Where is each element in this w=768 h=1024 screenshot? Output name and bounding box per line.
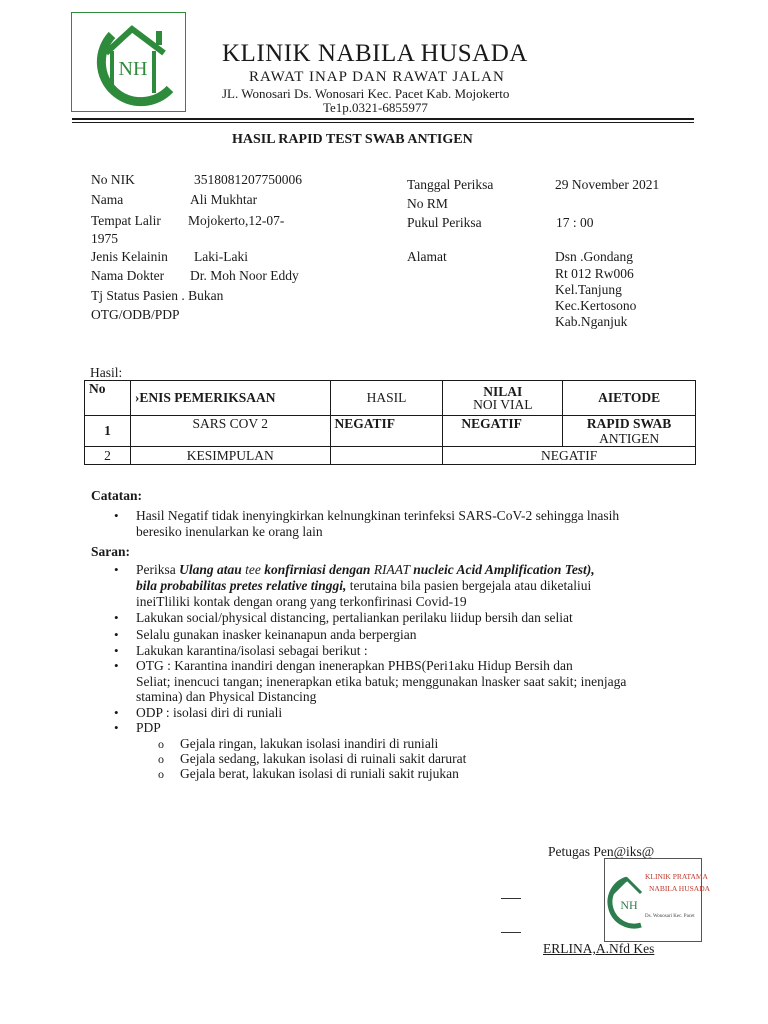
saran-item-5-line2: Seliat; inencuci tangan; inenerapkan etika batuk; menggunakan lnasker saat sakit; inenjaga <box>136 674 627 689</box>
saran-item-1 <box>136 562 595 578</box>
header-rule-thick <box>72 118 694 120</box>
petugas-name: ERLINA,A.Nfd Kes <box>543 941 655 956</box>
ttl-value-year: 1975 <box>91 231 118 246</box>
row2-no: 2 <box>85 447 131 465</box>
bullet-icon: • <box>114 562 119 577</box>
ttl-label: Tempat Lalir <box>91 213 161 228</box>
logo-text: NH <box>118 58 148 80</box>
header-nilai-normal <box>443 381 563 416</box>
pukul-label: Pukul Periksa <box>407 215 482 230</box>
saran-item-2: Lakukan social/physical distancing, pertaliankan perilaku liidup bersih dan seliat <box>136 610 573 625</box>
hasil-label: Hasil: <box>90 365 123 380</box>
nama-value: Ali Mukhtar <box>190 192 258 207</box>
header-nilai: NILAI <box>483 384 523 399</box>
bullet-icon: • <box>114 627 119 642</box>
header-normal: NOI VIAL <box>473 397 533 412</box>
table-row <box>85 447 696 465</box>
saran-1-l2-rest: terutaina bila pasien bergejala atau diketaliui <box>346 578 592 593</box>
clinic-stamp <box>604 858 711 942</box>
header-rule-thin <box>72 122 694 123</box>
document-title: HASIL RAPID TEST SWAB ANTIGEN <box>232 132 473 147</box>
saran-1-mid: tee <box>241 562 265 577</box>
table-row <box>85 416 696 447</box>
dokter-label: Nama Dokter <box>91 268 165 283</box>
row2-empty <box>330 447 443 465</box>
saran-1-mid2: RΙAAT <box>370 562 414 577</box>
clinic-address: JL. Wonosari Ds. Wonosari Kec. Pacet Kab. Mojokerto <box>222 86 510 101</box>
nik-label: No NIK <box>91 172 135 187</box>
alamat-line: Rt 012 Rw006 <box>555 266 634 281</box>
catatan-line1: Hasil Negatif tidak inenyingkirkan kelnungkinan terinfeksi SARS-CoV-2 sehingga lnasih <box>136 508 620 523</box>
saran-item-4: Lakukan karantina/isolasi sebagai berikut : <box>136 643 368 658</box>
petugas-label: Petugas Pen@iks@ <box>548 844 655 859</box>
status-line1: Tj Status Pasien . Bukan <box>91 288 224 303</box>
table-header-row <box>85 381 696 416</box>
circle-bullet-icon: o <box>158 737 164 751</box>
row2-kesimpulan: NEGATIF <box>443 447 696 465</box>
saran-1-l2-bold: bila probabilitas pretes relative tinggi, <box>136 578 347 593</box>
tanggal-label: Tanggal Periksa <box>407 177 494 192</box>
saran-1-pre: Periksa <box>136 562 180 577</box>
saran-item-6: ODP : isolasi diri di runiali <box>136 705 283 720</box>
stamp-text-bottom: Ds. Wonosari Kec. Pacet <box>645 914 695 919</box>
dokter-value: Dr. Moh Noor Eddy <box>190 268 299 283</box>
catatan-line2: beresiko inenularkan ke orang lain <box>136 524 323 539</box>
clinic-subtitle: RAWAT INAP DAN RAWAT JALAN <box>249 69 505 85</box>
row1-no: 1 <box>85 416 131 447</box>
header-hasil: HASIL <box>330 381 443 416</box>
alamat-line: Dsn .Gondang <box>555 249 633 264</box>
signature-dash <box>501 932 521 933</box>
saran-1-bold2: konfirniasi dengan <box>264 562 371 577</box>
bullet-icon: • <box>114 705 119 720</box>
pukul-value: 17 : 00 <box>556 215 594 230</box>
saran-item-5: OTG : Karantina inandiri dengan inenerapkan PHBS(Peri1aku Hidup Bersih dan <box>136 658 573 673</box>
alamat-line: Kel.Tanjung <box>555 282 622 297</box>
saran-item-1-line3: ineiTliliki kontak dengan orang yang terkonfirinasi Covid-19 <box>136 594 467 609</box>
clinic-name: KLINIK NABILA HUSADA <box>222 40 528 67</box>
bullet-icon: • <box>114 610 119 625</box>
tanggal-value: 29 November 2021 <box>555 177 660 192</box>
circle-bullet-icon: o <box>158 752 164 766</box>
row1-metode-line2: ANTIGEN <box>599 431 660 446</box>
alamat-label: Alamat <box>407 249 447 264</box>
row1-hasil: NEGATIF <box>330 416 443 447</box>
saran-1-bold1: Ulang atau <box>179 562 242 577</box>
circle-bullet-icon: o <box>158 767 164 781</box>
saran-item-3: Selalu gunakan inasker keinanapun anda berpergian <box>136 627 417 642</box>
signature-dash <box>501 898 521 899</box>
pdp-sub-item: Gejala sedang, lakukan isolasi di ruinali sakit darurat <box>180 751 467 766</box>
ttl-value: Mojokerto,12-07- <box>188 213 285 228</box>
status-line2: OTG/ODB/PDP <box>91 307 180 322</box>
row1-nilai: NEGATIF <box>443 416 563 447</box>
saran-item-5-line3: stamina) dan Physical Distancing <box>136 689 317 704</box>
header-jenis: ›ENIS PEMERIKSAAN <box>130 381 330 416</box>
row1-jenis: SARS COV 2 <box>130 416 330 447</box>
rm-label: No RM <box>407 196 448 211</box>
saran-1-bold3: nucleic Acid Amplification Test), <box>413 562 595 577</box>
alamat-line: Kec.Kertosono <box>555 298 637 313</box>
stamp-logo-icon <box>605 859 711 941</box>
bullet-icon: • <box>114 643 119 658</box>
row1-metode-line1: RAPID SWAB <box>586 416 672 431</box>
alamat-line: Kab.Nganjuk <box>555 314 628 329</box>
jk-label: Jenis Kelainin <box>91 249 168 264</box>
bullet-icon: • <box>114 508 119 523</box>
stamp-text-top: KLINIK PRATAMA <box>645 872 708 881</box>
stamp-text-mid: NABILA HUSADA <box>649 884 711 893</box>
nik-value: 3518081207750006 <box>194 172 302 187</box>
saran-item-1-line2 <box>136 578 591 594</box>
catatan-label: Catatan: <box>91 488 142 503</box>
result-table <box>84 380 696 465</box>
stamp-logo-text: NH <box>620 898 638 912</box>
bullet-icon: • <box>114 658 119 673</box>
saran-item-7: PDP <box>136 720 161 735</box>
saran-label: Saran: <box>91 544 131 559</box>
row1-metode <box>563 416 696 447</box>
jk-value: Laki-Laki <box>194 249 248 264</box>
pdp-sub-item: Gejala berat, lakukan isolasi di runiali sakit rujukan <box>180 766 459 781</box>
clinic-phone: Te1p.0321-6855977 <box>323 100 428 115</box>
header-metode: AIETODE <box>563 381 696 416</box>
header-no: No <box>85 381 131 416</box>
pdp-sub-item: Gejala ringan, lakukan isolasi inandiri di runiali <box>180 736 439 751</box>
nama-label: Nama <box>91 192 124 207</box>
row2-jenis: KESIMPULAN <box>130 447 330 465</box>
bullet-icon: • <box>114 720 119 735</box>
clinic-logo <box>71 12 186 112</box>
clinic-logo-icon <box>72 13 185 111</box>
